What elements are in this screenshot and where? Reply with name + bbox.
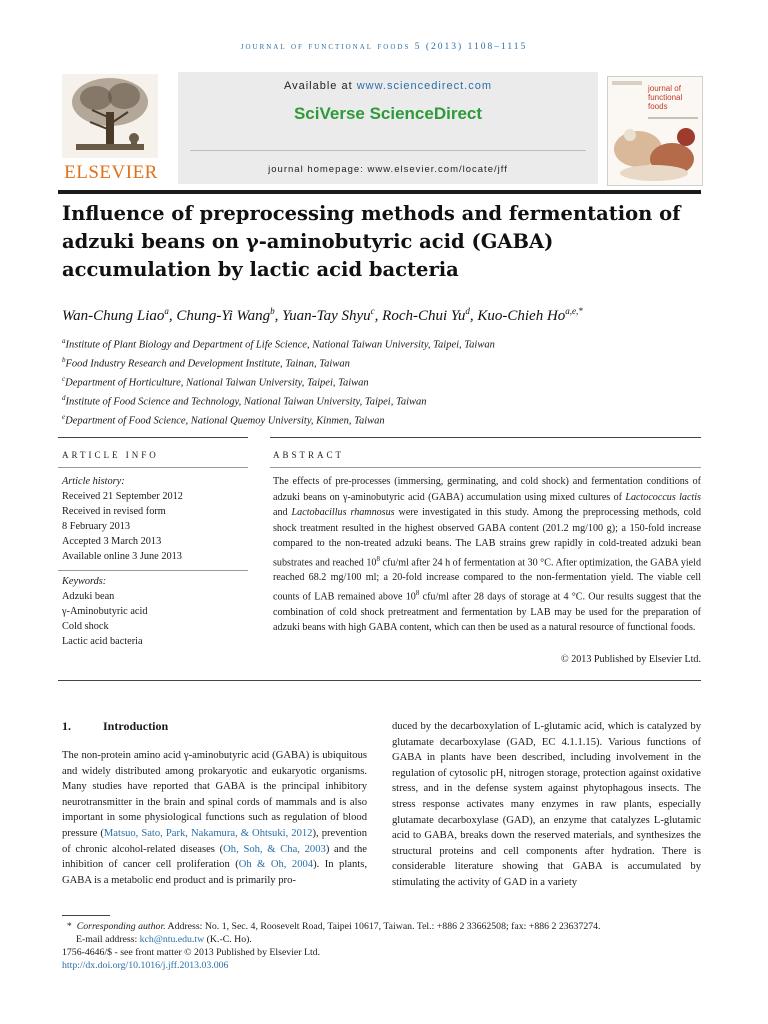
elsevier-logo — [58, 72, 164, 184]
author-list: Wan-Chung Liao$^a$, Chung-Yi Wang$^b$, Yuan-Tay Shyu$^c$, Roch-Chui Yu$^d$, Kuo-Chieh $Ho^{a,e,*}$ — [62, 306, 583, 324]
exponent: 8 — [376, 554, 380, 563]
history-line: 8 February 2013 — [62, 521, 131, 532]
author[interactable]: Wan-Chung Liao — [62, 308, 165, 324]
keywords-rule — [58, 570, 248, 571]
affil-sup: d — [62, 394, 66, 402]
keyword: Cold shock — [62, 621, 109, 632]
history-line: Received 21 September 2012 — [62, 491, 183, 502]
affiliation-item — [62, 334, 702, 353]
species-name: Lactobacillus rhamnosus — [291, 507, 395, 518]
intro-right-column: duced by the decarboxylation of L-glutamic acid, which is catalyzed by glutamate decarboxylase (GAD, EC 4.1.1.15). Various functions of GABA in plants have been described, including involvement in the regulation of cytosolic pH, nitrogen storage, protection against oxidative stress, and in the defense system against phytophagous insects. The stress response activates many enzymes in raw plants, especially glutamate decarboxylase (GAD), an enzyme that catalyzes L-glutamic acid to GABA, breaks down the reserved materials, and synthesizes the structural proteins and cell components after hydration. There is considerable literature showing that GABA is accumulated by stimulating the activity of GAD in a variety — [392, 721, 701, 888]
article-info-rule — [58, 437, 248, 438]
keyword: γ-Aminobutyric acid — [62, 606, 148, 617]
available-prefix: Available at — [283, 80, 357, 92]
history-label: Article history: — [62, 476, 125, 487]
corr-label: Corresponding author. — [76, 921, 166, 932]
email-suffix: (K.-C. Ho). — [204, 934, 252, 945]
abstract-text: were investigated in this study. Among the preprocessing methods, cold shock treatment resulted in the highest observed GABA content (201.2 mg/100 g); a 150-fold increase compared to the non-treated adzuki beans. The LAB strains grew rapidly in cold-treated adzuki bean substrates and reached 10 — [273, 507, 701, 568]
affil-sup: e — [62, 413, 66, 421]
cover-title: journal of functional foods — [648, 84, 683, 111]
platform-name: SciVerse ScienceDirect — [293, 104, 483, 123]
body-text: ) and the inhibition of cancer cell proliferation ( — [62, 843, 367, 871]
history-line: Available online 3 June 2013 — [62, 551, 182, 562]
affiliation-item — [62, 391, 702, 410]
publisher-wordmark: ELSEVIER — [64, 162, 158, 183]
author-sup: c — [370, 306, 375, 316]
author-sup: b — [270, 306, 275, 316]
affiliation-item — [62, 372, 702, 391]
keywords — [62, 574, 248, 649]
author[interactable]: Kuo-Chieh Ho — [477, 308, 566, 324]
citation-link[interactable]: Matsuo, Sato, Park, Nakamura, & Ohtsuki, 2012 — [103, 827, 313, 839]
history-line: Received in revised form — [62, 506, 166, 517]
exponent: 8 — [415, 588, 420, 597]
header-rule — [58, 190, 701, 194]
affiliation-item — [62, 353, 702, 372]
keyword: Adzuki bean — [62, 591, 115, 602]
email-link[interactable]: kch@ntu.edu.tw — [139, 934, 205, 945]
band-divider — [190, 150, 586, 151]
footnotes — [62, 920, 702, 972]
elsevier-tree-icon — [62, 74, 158, 158]
doi-link[interactable]: http://dx.doi.org/10.1016/j.jff.2013.03.006 — [62, 960, 229, 971]
footnote-star: * — [66, 921, 72, 932]
article-title: Influence of preprocessing methods and fermentation of adzuki beans on γ-aminobutyric acid (GABA) accumulation by lactic acid bacteria — [62, 202, 681, 281]
abstract-text: cfu/ml after 28 days of storage at 4 °C. Our results suggest that the combination of cold shock pretreatment and fermentation by LAB may be used for the preparation of adzuki beans with high GABA content, which can then be used as a natural resource of functional foods. — [273, 591, 701, 634]
email-note — [62, 933, 702, 946]
keyword: Lactic acid bacteria — [62, 636, 143, 647]
sciencedirect-link[interactable]: www.sciencedirect.com — [356, 80, 493, 92]
author[interactable]: Chung-Yi Wang — [176, 308, 271, 324]
abstract-text: cfu/ml after 24 h of fermentation at 30 °C. After optimization, the GABA yield reached 68.2 mg/100 ml; a 20-fold increase compared to the non-fermentation yield. The viable cell counts of LAB remained above 10 — [273, 556, 702, 603]
citation-link[interactable]: Oh & Oh, 2004 — [238, 859, 314, 871]
author-sup: d — [465, 306, 470, 316]
abstract-bottom-rule — [58, 680, 701, 681]
body-text: The non-protein amino acid γ-aminobutyric acid (GABA) is ubiquitous and widely distributed among prokaryotic and eukaryotic organisms. Many studies have reported that GABA is the principal inhibitory neurotransmitter in the brain and spinal cords of mammals and is also important in some physiological functions such as regulation of blood pressure ( — [62, 750, 367, 839]
footnote-rule — [62, 915, 110, 916]
abstract-text: and — [273, 507, 292, 518]
history-line: Accepted 3 March 2013 — [62, 536, 162, 547]
corresponding-author-note — [62, 920, 702, 933]
body-text: ). In plants, GABA is a metabolic end product and is primarily pro- — [62, 859, 367, 886]
author-sup: a,e,* — [565, 306, 583, 316]
available-at — [178, 80, 598, 92]
abstract-heading: ABSTRACT — [273, 450, 345, 460]
affil-text: Department of Food Science, National Quemoy University, Kinmen, Taiwan — [65, 415, 385, 427]
abstract-text: The effects of pre-processes (immersing, germinating, and cold shock) and fermentation conditions of adzuki beans on γ-aminobutyric acid (GABA) accumulation using mixed cultures of — [273, 476, 701, 503]
affil-sup: b — [62, 356, 66, 364]
issn-line: 1756-4646/$ - see front matter © 2013 Published by Elsevier Ltd. — [62, 947, 321, 958]
affil-sup: c — [62, 375, 66, 383]
journal-homepage[interactable]: journal homepage: www.elsevier.com/locate/jff — [268, 164, 508, 175]
abstract-copyright: © 2013 Published by Elsevier Ltd. — [561, 654, 701, 665]
affil-sup: a — [62, 337, 66, 345]
body-text: ), prevention of chronic alcohol-related diseases ( — [62, 827, 368, 855]
article-info-subrule — [58, 467, 248, 468]
affil-text: Institute of Plant Biology and Department of Life Science, National Taiwan University, Taipei, Taiwan — [65, 339, 495, 351]
abstract-subrule — [270, 467, 701, 468]
affiliation-item — [62, 410, 702, 429]
journal-running-head: journal of functional foods 5 (2013) 1108–1115 — [240, 42, 528, 52]
intro-heading: Introduction — [103, 719, 169, 733]
article-info-heading: ARTICLE INFO — [62, 450, 159, 460]
author[interactable]: Yuan-Tay Shyu — [282, 308, 371, 324]
intro-left-column — [62, 748, 367, 888]
author[interactable]: Roch-Chui Yu — [382, 308, 466, 324]
abstract-body — [273, 474, 701, 636]
affil-text: Department of Horticulture, National Taiwan University, Taipei, Taiwan — [65, 377, 369, 389]
abstract-rule — [270, 437, 701, 438]
intro-number: 1. — [62, 719, 71, 733]
journal-cover-image — [607, 76, 703, 186]
species-name: Lactococcus lactis — [625, 491, 701, 503]
corr-text: Address: No. 1, Sec. 4, Roosevelt Road, Taipei 10617, Taiwan. Tel.: +886 2 33662508; fax: +886 2 23637274. — [165, 921, 601, 932]
article-history — [62, 474, 248, 564]
author-sup: a — [164, 306, 169, 316]
citation-link[interactable]: Oh, Soh, & Cha, 2003 — [223, 843, 326, 855]
affil-text: Institute of Food Science and Technology, National Taiwan University, Taipei, Taiwan — [65, 396, 427, 408]
email-label: E-mail address: — [76, 934, 140, 945]
affil-text: Food Industry Research and Development Institute, Tainan, Taiwan — [65, 358, 350, 370]
keywords-label: Keywords: — [62, 576, 107, 587]
affiliations — [62, 334, 702, 429]
